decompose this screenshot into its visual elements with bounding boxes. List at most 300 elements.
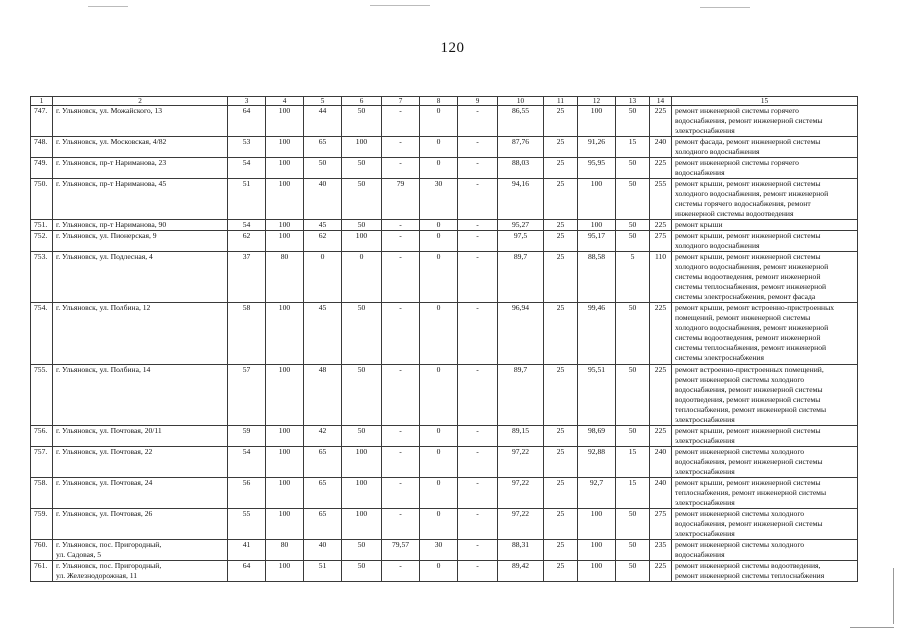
page-number: 120: [440, 40, 465, 56]
works-line: электроснабжения: [675, 436, 735, 445]
value-cell: 100: [266, 220, 304, 231]
value-cell: 0: [420, 478, 458, 509]
works-line: теплоснабжения, ремонт инженерной системы: [675, 405, 827, 414]
table-row: [31, 220, 858, 231]
address-line: г. Ульяновск, ул. Можайского, 13: [56, 106, 163, 115]
address-line: г. Ульяновск, пр-т Нариманова, 23: [56, 158, 167, 167]
value-cell: 100: [342, 231, 382, 252]
column-header: 5: [304, 97, 342, 106]
column-header: 14: [650, 97, 672, 106]
column-header: 9: [458, 97, 498, 106]
works-cell: [672, 158, 858, 179]
value-cell: 100: [266, 447, 304, 478]
value-cell: 0: [420, 158, 458, 179]
column-header: 4: [266, 97, 304, 106]
works-line: ремонт инженерной системы холодного: [675, 375, 805, 384]
value-cell: 225: [650, 220, 672, 231]
value-cell: 98,69: [578, 426, 616, 447]
value-cell: 54: [228, 220, 266, 231]
value-cell: 55: [228, 509, 266, 540]
value-cell: -: [382, 137, 420, 158]
value-cell: 87,76: [498, 137, 544, 158]
works-line: ремонт инженерной системы водоотведения,: [675, 561, 821, 570]
value-cell: -: [382, 231, 420, 252]
row-number-cell: 755.: [31, 365, 53, 426]
value-cell: 88,58: [578, 252, 616, 303]
works-line: ремонт инженерной системы теплоснабжения: [675, 571, 825, 580]
table-row: [31, 179, 858, 220]
value-cell: 0: [420, 365, 458, 426]
value-cell: 50: [616, 179, 650, 220]
works-line: водоснабжения, ремонт инженерной системы: [675, 519, 823, 528]
row-number-cell: 748.: [31, 137, 53, 158]
value-cell: 25: [544, 426, 578, 447]
value-cell: 240: [650, 447, 672, 478]
works-line: холодного водоснабжения: [675, 147, 760, 156]
value-cell: 25: [544, 365, 578, 426]
value-cell: 275: [650, 509, 672, 540]
value-cell: 56: [228, 478, 266, 509]
value-cell: 100: [266, 509, 304, 540]
value-cell: 0: [420, 106, 458, 137]
address-line: г. Ульяновск, ул. Пионерская, 9: [56, 231, 157, 240]
table-row: [31, 158, 858, 179]
value-cell: 225: [650, 158, 672, 179]
value-cell: 50: [616, 509, 650, 540]
value-cell: 50: [616, 303, 650, 365]
value-cell: 58: [228, 303, 266, 365]
value-cell: 96,94: [498, 303, 544, 365]
value-cell: 25: [544, 447, 578, 478]
works-line: электроснабжения: [675, 498, 735, 507]
scan-edge-line: [850, 627, 894, 628]
value-cell: 62: [304, 231, 342, 252]
value-cell: 0: [342, 252, 382, 303]
value-cell: 50: [616, 220, 650, 231]
value-cell: 48: [304, 365, 342, 426]
works-line: ремонт крыши, ремонт инженерной системы: [675, 231, 821, 240]
address-line: г. Ульяновск, ул. Почтовая, 20/11: [56, 426, 162, 435]
value-cell: 25: [544, 478, 578, 509]
value-cell: 100: [578, 540, 616, 561]
value-cell: 0: [420, 509, 458, 540]
column-header: 11: [544, 97, 578, 106]
value-cell: -: [382, 220, 420, 231]
value-cell: 50: [616, 540, 650, 561]
address-line: г. Ульяновск, пос. Пригородный,: [56, 561, 162, 570]
works-line: ремонт инженерной системы холодного: [675, 447, 805, 456]
works-cell: [672, 426, 858, 447]
value-cell: 100: [266, 137, 304, 158]
table-row: [31, 478, 858, 509]
works-line: холодного водоснабжения, ремонт инженерной: [675, 262, 829, 271]
value-cell: 50: [616, 231, 650, 252]
value-cell: 79: [382, 179, 420, 220]
value-cell: 50: [342, 220, 382, 231]
row-number-cell: 758.: [31, 478, 53, 509]
works-line: ремонт крыши, ремонт инженерной системы: [675, 252, 821, 261]
value-cell: 95,95: [578, 158, 616, 179]
address-line: г. Ульяновск, ул. Почтовая, 26: [56, 509, 153, 518]
works-line: электроснабжения: [675, 415, 735, 424]
value-cell: 57: [228, 365, 266, 426]
value-cell: 255: [650, 179, 672, 220]
table-row: [31, 540, 858, 561]
value-cell: -: [458, 220, 498, 231]
value-cell: 64: [228, 561, 266, 582]
works-line: водоснабжения, ремонт инженерной системы: [675, 385, 823, 394]
value-cell: 65: [304, 509, 342, 540]
value-cell: 225: [650, 303, 672, 365]
value-cell: 50: [616, 561, 650, 582]
scan-mark: [700, 7, 750, 8]
works-cell: [672, 231, 858, 252]
value-cell: 51: [228, 179, 266, 220]
value-cell: -: [382, 365, 420, 426]
value-cell: 100: [578, 106, 616, 137]
value-cell: 50: [342, 179, 382, 220]
value-cell: 45: [304, 220, 342, 231]
value-cell: 15: [616, 447, 650, 478]
works-line: ремонт инженерной системы холодного: [675, 540, 805, 549]
works-line: ремонт крыши, ремонт встроенно-пристроенных: [675, 303, 835, 312]
column-header: 12: [578, 97, 616, 106]
works-line: ремонт крыши, ремонт инженерной системы: [675, 426, 821, 435]
value-cell: 54: [228, 447, 266, 478]
works-line: ремонт инженерной системы горячего: [675, 158, 799, 167]
works-line: помещений, ремонт инженерной системы: [675, 313, 811, 322]
works-cell: [672, 252, 858, 303]
value-cell: -: [458, 137, 498, 158]
table-row: [31, 509, 858, 540]
value-cell: 240: [650, 478, 672, 509]
value-cell: 50: [342, 561, 382, 582]
value-cell: 100: [266, 231, 304, 252]
value-cell: 0: [420, 220, 458, 231]
value-cell: 100: [342, 478, 382, 509]
value-cell: 0: [420, 303, 458, 365]
repair-table: [30, 96, 858, 582]
value-cell: -: [458, 426, 498, 447]
value-cell: 37: [228, 252, 266, 303]
column-header: 7: [382, 97, 420, 106]
value-cell: 40: [304, 540, 342, 561]
value-cell: 100: [578, 220, 616, 231]
value-cell: 88,03: [498, 158, 544, 179]
value-cell: 100: [266, 303, 304, 365]
works-line: ремонт фасада, ремонт инженерной системы: [675, 137, 821, 146]
works-line: системы теплоснабжения, ремонт инженерной: [675, 282, 827, 291]
value-cell: -: [382, 447, 420, 478]
works-line: холодного водоснабжения, ремонт инженерной: [675, 189, 829, 198]
value-cell: 50: [342, 365, 382, 426]
row-number-cell: 750.: [31, 179, 53, 220]
column-header: 6: [342, 97, 382, 106]
value-cell: 62: [228, 231, 266, 252]
value-cell: 59: [228, 426, 266, 447]
value-cell: 100: [342, 509, 382, 540]
value-cell: 100: [266, 561, 304, 582]
value-cell: 100: [266, 426, 304, 447]
works-line: электроснабжения: [675, 467, 735, 476]
value-cell: 97,22: [498, 478, 544, 509]
column-header: 10: [498, 97, 544, 106]
value-cell: 65: [304, 137, 342, 158]
value-cell: 92,88: [578, 447, 616, 478]
value-cell: -: [382, 252, 420, 303]
value-cell: -: [458, 447, 498, 478]
works-line: системы электроснабжения: [675, 353, 764, 362]
value-cell: 0: [420, 561, 458, 582]
value-cell: 89,7: [498, 365, 544, 426]
value-cell: 100: [266, 106, 304, 137]
value-cell: 5: [616, 252, 650, 303]
value-cell: 100: [266, 179, 304, 220]
value-cell: 50: [342, 106, 382, 137]
value-cell: 100: [342, 447, 382, 478]
value-cell: 25: [544, 303, 578, 365]
value-cell: 25: [544, 220, 578, 231]
value-cell: 100: [266, 478, 304, 509]
works-cell: [672, 220, 858, 231]
row-number-cell: 761.: [31, 561, 53, 582]
works-cell: [672, 303, 858, 365]
value-cell: 80: [266, 252, 304, 303]
value-cell: 25: [544, 231, 578, 252]
value-cell: 95,27: [498, 220, 544, 231]
value-cell: 95,17: [578, 231, 616, 252]
value-cell: -: [458, 231, 498, 252]
value-cell: 79,57: [382, 540, 420, 561]
works-cell: [672, 540, 858, 561]
column-header: 13: [616, 97, 650, 106]
works-line: ремонт крыши, ремонт инженерной системы: [675, 478, 821, 487]
value-cell: 0: [420, 137, 458, 158]
table-row: [31, 426, 858, 447]
works-line: холодного водоснабжения: [675, 241, 760, 250]
works-line: ремонт крыши: [675, 220, 723, 229]
value-cell: -: [382, 303, 420, 365]
table-row: [31, 303, 858, 365]
value-cell: 240: [650, 137, 672, 158]
value-cell: 95,51: [578, 365, 616, 426]
value-cell: 94,16: [498, 179, 544, 220]
value-cell: 275: [650, 231, 672, 252]
value-cell: 235: [650, 540, 672, 561]
value-cell: 25: [544, 106, 578, 137]
works-cell: [672, 478, 858, 509]
value-cell: -: [382, 478, 420, 509]
works-line: системы теплоснабжения, ремонт инженерной: [675, 343, 827, 352]
value-cell: 25: [544, 137, 578, 158]
table-row: [31, 561, 858, 582]
address-cell: [53, 540, 228, 561]
table-row: [31, 137, 858, 158]
value-cell: 225: [650, 561, 672, 582]
value-cell: 89,15: [498, 426, 544, 447]
value-cell: 15: [616, 137, 650, 158]
works-line: водоснабжения, ремонт инженерной системы: [675, 457, 823, 466]
value-cell: -: [382, 158, 420, 179]
value-cell: 86,55: [498, 106, 544, 137]
address-line: ул. Железнодорожная, 11: [56, 571, 138, 580]
value-cell: 100: [578, 561, 616, 582]
row-number-cell: 759.: [31, 509, 53, 540]
value-cell: 100: [578, 509, 616, 540]
address-cell: [53, 365, 228, 426]
value-cell: 44: [304, 106, 342, 137]
works-line: теплоснабжения, ремонт инженерной системы: [675, 488, 827, 497]
value-cell: -: [458, 540, 498, 561]
value-cell: -: [382, 106, 420, 137]
value-cell: 64: [228, 106, 266, 137]
value-cell: 225: [650, 365, 672, 426]
column-header: 3: [228, 97, 266, 106]
works-line: ремонт инженерной системы холодного: [675, 509, 805, 518]
column-header: 2: [53, 97, 228, 106]
works-line: ремонт встроенно-пристроенных помещений,: [675, 365, 824, 374]
value-cell: 30: [420, 179, 458, 220]
row-number-cell: 756.: [31, 426, 53, 447]
works-cell: [672, 561, 858, 582]
value-cell: 80: [266, 540, 304, 561]
value-cell: 50: [616, 106, 650, 137]
value-cell: 50: [616, 158, 650, 179]
table-row: [31, 231, 858, 252]
value-cell: 25: [544, 158, 578, 179]
value-cell: 92,7: [578, 478, 616, 509]
works-line: холодного водоснабжения, ремонт инженерной: [675, 323, 829, 332]
address-cell: [53, 220, 228, 231]
value-cell: -: [382, 426, 420, 447]
row-number-cell: 752.: [31, 231, 53, 252]
value-cell: -: [458, 252, 498, 303]
value-cell: 25: [544, 509, 578, 540]
row-number-cell: 747.: [31, 106, 53, 137]
scan-mark: [370, 5, 430, 6]
address-line: г. Ульяновск, ул. Московская, 4/82: [56, 137, 167, 146]
address-line: г. Ульяновск, пр-т Нариманова, 90: [56, 220, 167, 229]
value-cell: 100: [578, 179, 616, 220]
works-line: ремонт инженерной системы горячего: [675, 106, 799, 115]
address-cell: [53, 561, 228, 582]
value-cell: 50: [616, 365, 650, 426]
value-cell: 25: [544, 540, 578, 561]
value-cell: 25: [544, 252, 578, 303]
works-line: системы водоотведения, ремонт инженерной: [675, 333, 821, 342]
value-cell: 100: [266, 365, 304, 426]
value-cell: 50: [304, 158, 342, 179]
row-number-cell: 751.: [31, 220, 53, 231]
address-line: г. Ульяновск, пр-т Нариманова, 45: [56, 179, 167, 188]
works-cell: [672, 509, 858, 540]
table-row: [31, 447, 858, 478]
value-cell: 45: [304, 303, 342, 365]
works-line: электроснабжения: [675, 126, 735, 135]
table-row: [31, 365, 858, 426]
value-cell: -: [382, 561, 420, 582]
address-cell: [53, 303, 228, 365]
address-line: г. Ульяновск, ул. Полбина, 14: [56, 365, 151, 374]
value-cell: 51: [304, 561, 342, 582]
address-cell: [53, 137, 228, 158]
value-cell: 65: [304, 447, 342, 478]
value-cell: 53: [228, 137, 266, 158]
address-line: г. Ульяновск, ул. Почтовая, 24: [56, 478, 153, 487]
value-cell: 99,46: [578, 303, 616, 365]
value-cell: 50: [342, 540, 382, 561]
column-header: 15: [672, 97, 858, 106]
works-cell: [672, 365, 858, 426]
value-cell: 100: [342, 137, 382, 158]
value-cell: -: [458, 179, 498, 220]
value-cell: 0: [304, 252, 342, 303]
works-cell: [672, 179, 858, 220]
value-cell: 54: [228, 158, 266, 179]
value-cell: 40: [304, 179, 342, 220]
value-cell: 110: [650, 252, 672, 303]
works-line: системы водоотведения, ремонт инженерной: [675, 272, 821, 281]
address-line: г. Ульяновск, ул. Подлесная, 4: [56, 252, 153, 261]
table-header-row: [31, 97, 858, 106]
value-cell: 0: [420, 231, 458, 252]
works-line: системы электроснабжения, ремонт фасада: [675, 292, 816, 301]
row-number-cell: 760.: [31, 540, 53, 561]
works-line: ремонт крыши, ремонт инженерной системы: [675, 179, 821, 188]
address-cell: [53, 106, 228, 137]
address-line: ул. Садовая, 5: [56, 550, 102, 559]
value-cell: -: [458, 158, 498, 179]
address-cell: [53, 478, 228, 509]
address-cell: [53, 231, 228, 252]
address-line: г. Ульяновск, ул. Полбина, 12: [56, 303, 151, 312]
value-cell: 50: [616, 426, 650, 447]
value-cell: 89,7: [498, 252, 544, 303]
value-cell: -: [458, 561, 498, 582]
value-cell: 25: [544, 561, 578, 582]
works-line: системы горячего водоснабжения, ремонт: [675, 199, 811, 208]
address-cell: [53, 158, 228, 179]
value-cell: 30: [420, 540, 458, 561]
value-cell: 0: [420, 426, 458, 447]
value-cell: 50: [342, 158, 382, 179]
value-cell: 97,5: [498, 231, 544, 252]
works-line: водоснабжения: [675, 550, 725, 559]
value-cell: 25: [544, 179, 578, 220]
value-cell: -: [458, 478, 498, 509]
works-line: электроснабжения: [675, 529, 735, 538]
value-cell: -: [458, 106, 498, 137]
column-header: 1: [31, 97, 53, 106]
value-cell: 89,42: [498, 561, 544, 582]
scan-edge-line: [893, 568, 894, 624]
works-line: водоснабжения, ремонт инженерной системы: [675, 116, 823, 125]
address-cell: [53, 252, 228, 303]
value-cell: 50: [342, 426, 382, 447]
value-cell: 41: [228, 540, 266, 561]
value-cell: 65: [304, 478, 342, 509]
value-cell: 225: [650, 106, 672, 137]
address-cell: [53, 426, 228, 447]
value-cell: 88,31: [498, 540, 544, 561]
table-row: [31, 252, 858, 303]
value-cell: -: [458, 509, 498, 540]
value-cell: 100: [266, 158, 304, 179]
table-row: [31, 106, 858, 137]
value-cell: 42: [304, 426, 342, 447]
works-line: инженерной системы водоотведения: [675, 209, 794, 218]
address-line: г. Ульяновск, пос. Пригородный,: [56, 540, 162, 549]
